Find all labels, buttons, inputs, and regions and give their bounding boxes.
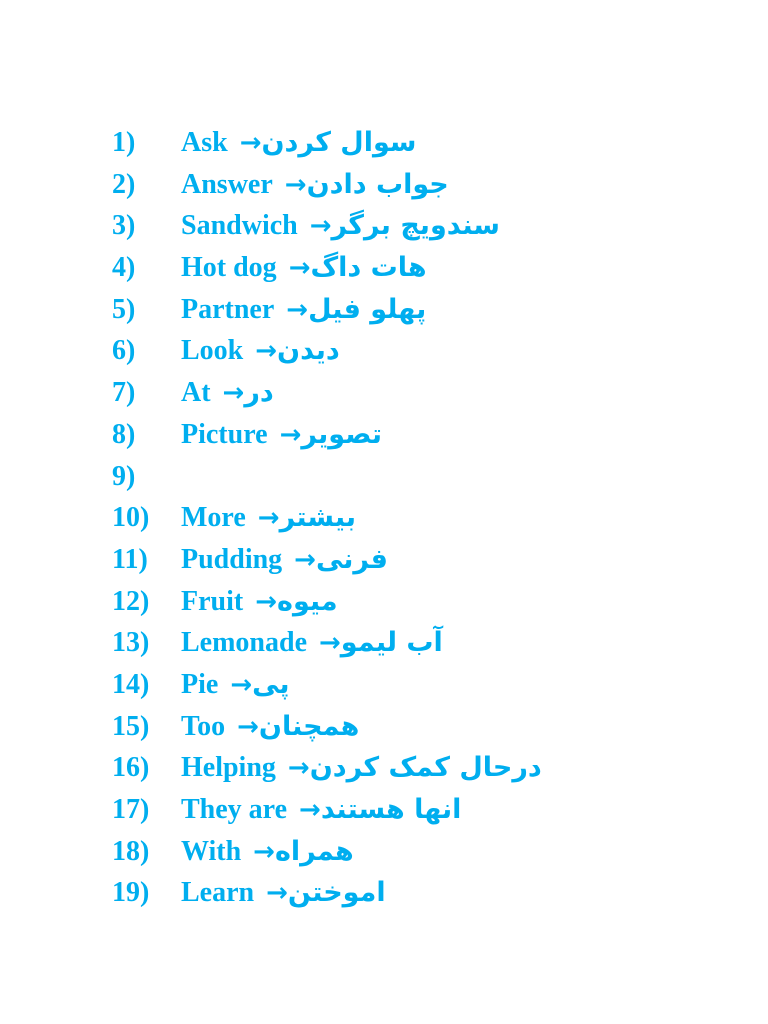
vocab-entry (181, 664, 290, 707)
persian-translation: پی (252, 668, 290, 700)
english-word: With (181, 835, 242, 867)
english-word: Learn (181, 877, 255, 909)
vocab-entry (181, 372, 274, 415)
arrow-right-icon: → (222, 378, 245, 409)
persian-translation: هات داگ (310, 252, 427, 284)
vocab-entry (181, 622, 443, 665)
vocab-entry (181, 122, 416, 165)
arrow-right-icon: → (309, 211, 332, 242)
persian-translation: تصویر (301, 418, 382, 450)
arrow-right-icon: → (257, 503, 280, 534)
persian-translation: میوه (277, 585, 338, 617)
item-number: 11) (112, 543, 148, 575)
persian-translation: در (244, 377, 274, 409)
item-number: 3) (112, 210, 136, 242)
arrow-right-icon: → (284, 169, 307, 200)
arrow-right-icon: → (255, 586, 278, 617)
item-number: 2) (112, 168, 136, 200)
english-word: Ask (181, 127, 228, 158)
english-word: More (181, 502, 246, 534)
item-number: 8) (112, 418, 136, 450)
persian-translation: اموختن (287, 877, 386, 909)
item-number: 18) (112, 835, 150, 867)
english-word: Pudding (181, 543, 283, 575)
persian-translation: جواب دادن (306, 168, 449, 200)
english-word: They are (181, 794, 288, 825)
vocab-entry (181, 164, 449, 207)
vocab-entry (181, 497, 356, 540)
item-number: 13) (112, 627, 150, 659)
english-word: Hot dog (181, 252, 277, 284)
arrow-right-icon: → (286, 294, 309, 325)
arrow-right-icon: → (253, 836, 275, 867)
arrow-right-icon: → (294, 544, 316, 575)
english-word: Lemonade (181, 627, 307, 659)
english-word: Sandwich (181, 210, 298, 242)
item-number: 4) (112, 252, 136, 284)
arrow-right-icon: → (279, 419, 302, 450)
arrow-right-icon: → (239, 128, 262, 158)
persian-translation: همراه (274, 835, 354, 867)
persian-translation: دیدن (277, 335, 340, 367)
vocab-entry (181, 789, 461, 832)
item-number: 6) (112, 335, 136, 367)
english-word: Pie (181, 668, 219, 700)
persian-translation: سوال کردن (261, 127, 417, 158)
arrow-right-icon: → (230, 669, 253, 700)
arrow-right-icon: → (319, 628, 341, 659)
english-word: Answer (181, 168, 273, 200)
persian-translation: همچنان (258, 710, 360, 742)
item-number: 1) (112, 127, 136, 158)
item-number: 7) (112, 377, 136, 409)
item-number: 15) (112, 710, 150, 742)
persian-translation: سندویچ برگر (331, 210, 500, 242)
vocab-entry (181, 414, 382, 457)
arrow-right-icon: → (255, 336, 278, 367)
item-number: 9) (112, 460, 136, 492)
arrow-right-icon: → (288, 253, 311, 284)
item-number: 10) (112, 502, 150, 534)
vocab-entry (181, 539, 388, 582)
arrow-right-icon: → (299, 795, 321, 825)
item-number: 16) (112, 752, 150, 784)
english-word: Picture (181, 418, 268, 450)
persian-translation: فرنی (315, 543, 388, 575)
vocab-entry (181, 706, 359, 749)
arrow-right-icon: → (237, 711, 259, 742)
persian-translation: آب لیمو (340, 627, 443, 659)
vocab-entry (181, 205, 500, 248)
english-word: Helping (181, 752, 276, 784)
english-word: Fruit (181, 585, 244, 617)
persian-translation: بیشتر (279, 502, 357, 534)
english-word: Look (181, 335, 244, 367)
arrow-right-icon: → (287, 753, 310, 784)
item-number: 17) (112, 794, 150, 825)
persian-translation: درحال کمک کردن (309, 752, 542, 784)
item-number: 5) (112, 293, 136, 325)
english-word: Partner (181, 293, 275, 325)
vocab-entry (181, 581, 338, 624)
english-word: At (181, 377, 211, 409)
persian-translation: پهلو فیل (308, 293, 427, 325)
vocab-entry (181, 289, 426, 332)
item-number: 14) (112, 668, 150, 700)
arrow-right-icon: → (266, 878, 288, 909)
vocab-entry (181, 831, 354, 874)
english-word: Too (181, 710, 226, 742)
vocab-entry (181, 872, 386, 915)
vocab-entry (181, 747, 542, 790)
vocab-entry (181, 330, 340, 373)
item-number: 19) (112, 877, 150, 909)
item-number: 12) (112, 585, 150, 617)
persian-translation: انها هستند (320, 794, 462, 825)
vocab-entry (181, 247, 427, 290)
